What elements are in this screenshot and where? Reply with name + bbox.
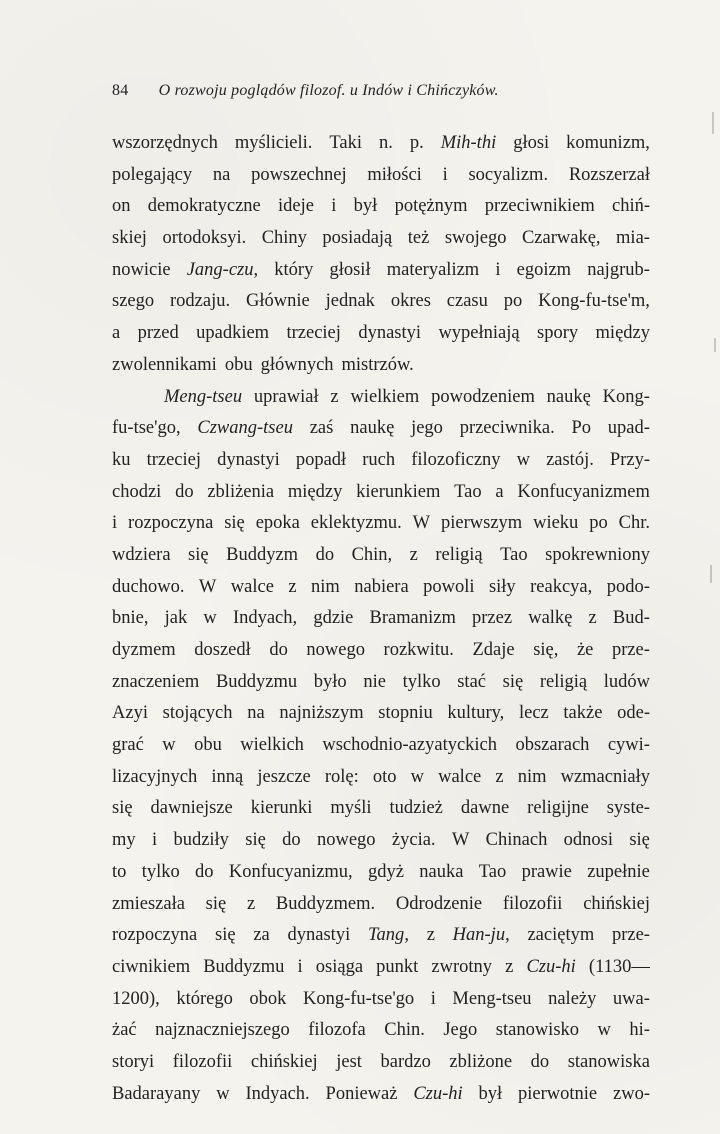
- word: naukę: [350, 418, 395, 439]
- word: w: [516, 449, 530, 470]
- text-line: [112, 286, 650, 318]
- word: Chinach: [485, 830, 548, 851]
- text-line: [112, 477, 650, 509]
- word: p.: [409, 133, 424, 153]
- word: gdyż: [367, 861, 404, 882]
- text-line: [112, 572, 650, 604]
- word: wschodnio-azyatyckich: [322, 735, 498, 756]
- word: jest: [336, 1051, 362, 1072]
- text-line: [112, 128, 650, 160]
- word: to: [112, 861, 127, 882]
- word: pierwotnie: [518, 1083, 598, 1104]
- word: ortodoksyi.: [162, 228, 247, 249]
- word: Czarwakę,: [521, 228, 601, 249]
- word: na: [247, 703, 265, 724]
- word: tudzież: [389, 798, 443, 819]
- text-line: [112, 223, 650, 255]
- word: nauka: [419, 861, 464, 882]
- word: się: [224, 513, 245, 534]
- word: i: [297, 956, 303, 977]
- word: i: [112, 513, 118, 534]
- text-line: [112, 1079, 650, 1111]
- word: Odrodzenie: [395, 893, 483, 914]
- word: a: [495, 481, 504, 502]
- word: reakcya,: [530, 576, 593, 597]
- word: prawie: [521, 861, 572, 882]
- word: dynastyi: [287, 925, 351, 946]
- word: lizacyjnych: [112, 766, 198, 787]
- word: Tao: [454, 481, 482, 502]
- word: chińskiej: [583, 893, 650, 914]
- word: filozoficzny: [411, 449, 501, 470]
- word: Rozszerzał: [568, 164, 650, 185]
- page-edge-mark: [710, 565, 712, 583]
- running-title: O rozwoju poglądów filozof. u Indów i Chińczyków.: [158, 82, 499, 99]
- word: Taki: [329, 133, 363, 153]
- word: się: [215, 925, 236, 946]
- word: było: [313, 671, 347, 692]
- word: chodzi: [112, 481, 162, 502]
- word: zupełnie: [587, 861, 650, 882]
- word: najznaczniejszego: [155, 1020, 290, 1041]
- word: ruch: [362, 449, 396, 470]
- word: eklektyzmu.: [310, 513, 402, 534]
- word: ideje: [278, 196, 314, 217]
- text-line: [112, 603, 650, 635]
- word: Głównie: [246, 291, 310, 312]
- word: którego: [176, 988, 233, 1009]
- text-line: [112, 1047, 650, 1079]
- word: Jego: [443, 1020, 478, 1041]
- word: się: [188, 544, 209, 565]
- word: Kong-fu-tse'go: [302, 988, 415, 1009]
- word: W: [198, 576, 217, 597]
- text-line: [112, 255, 650, 287]
- word: posiadają: [322, 228, 393, 249]
- word: przed: [137, 323, 179, 344]
- word: chiń-: [611, 196, 650, 217]
- text-line: [112, 889, 650, 921]
- word: żać: [112, 1020, 137, 1041]
- word: wdziera: [112, 544, 171, 565]
- word: do: [282, 830, 301, 851]
- word: w: [216, 1083, 230, 1104]
- word: z: [588, 608, 597, 629]
- word: obok: [249, 988, 287, 1009]
- word: się: [502, 671, 524, 692]
- word: pierwszym: [441, 513, 523, 534]
- text-line: [112, 698, 650, 730]
- word: głosi: [513, 133, 550, 153]
- word: cywi-: [607, 735, 650, 756]
- page-edge-mark: [714, 338, 716, 352]
- page-number: 84: [112, 82, 129, 99]
- word: obu: [224, 354, 253, 375]
- word: nowego: [316, 830, 376, 851]
- text-line: [112, 920, 650, 952]
- word: Chin.: [384, 1020, 425, 1041]
- word: lecz: [518, 703, 549, 724]
- word: obszarach: [515, 735, 590, 756]
- word: między: [595, 323, 650, 344]
- word: stopniu: [378, 703, 433, 724]
- text-line: [112, 825, 650, 857]
- word: bardzo: [380, 1051, 431, 1072]
- text-line: [112, 793, 650, 825]
- word: z: [495, 766, 504, 787]
- text-line: [112, 318, 650, 350]
- word: powszechnej: [251, 164, 347, 185]
- word: zwolennikami: [112, 354, 217, 375]
- text-line: [112, 350, 650, 382]
- word: się: [205, 893, 227, 914]
- word: religią: [435, 544, 483, 565]
- text-line: [112, 635, 650, 667]
- word: Czu-hi: [413, 1083, 463, 1104]
- word: religijne: [527, 798, 589, 819]
- word: z: [246, 893, 256, 914]
- text-line: [112, 1015, 650, 1047]
- word: między: [287, 481, 343, 502]
- word: myśli: [330, 798, 372, 819]
- word: filozofa: [308, 1020, 366, 1041]
- word: głównych: [260, 354, 334, 375]
- word: należy: [548, 988, 597, 1009]
- word: do: [530, 1051, 550, 1072]
- word: Czu-hi: [526, 956, 576, 977]
- word: kierunkiem: [356, 481, 441, 502]
- text-line: [112, 730, 650, 762]
- word: też: [407, 228, 430, 249]
- word: do: [175, 481, 194, 502]
- word: materyalizm: [386, 259, 480, 280]
- word: zbliżenia: [207, 481, 275, 502]
- word: był: [353, 196, 378, 217]
- word: osiąga: [315, 956, 364, 977]
- text-line: [112, 160, 650, 192]
- word: filozofii: [502, 893, 563, 914]
- word: obu: [194, 735, 222, 756]
- word: Buddyzmem.: [275, 893, 376, 914]
- word: zmieszała: [112, 893, 185, 914]
- word: Mih-thi: [440, 133, 497, 153]
- word: dawniejsze: [150, 798, 233, 819]
- text-line: [112, 857, 650, 889]
- text-line: [112, 984, 650, 1016]
- word: nim: [517, 766, 547, 787]
- word: nowego: [306, 640, 365, 660]
- word: wielkiem: [350, 386, 420, 407]
- word: walce: [230, 576, 274, 597]
- word: także: [563, 703, 603, 724]
- word: skiej: [112, 228, 147, 249]
- word: zastój.: [546, 449, 594, 470]
- word: dyzmem: [112, 640, 176, 660]
- word: zwo-: [613, 1083, 650, 1104]
- word: z: [409, 544, 418, 565]
- word: Tao: [500, 544, 528, 565]
- word: bnie,: [112, 608, 149, 629]
- word: w: [597, 1020, 611, 1041]
- word: trzeciej: [286, 323, 341, 344]
- word: nie: [363, 671, 386, 692]
- word: jednak: [325, 291, 375, 312]
- word: tylko: [402, 671, 441, 692]
- word: Ponieważ: [325, 1083, 398, 1104]
- word: chińskiej: [250, 1051, 318, 1072]
- word: spory: [537, 323, 579, 344]
- text-line: [112, 667, 650, 699]
- word: głosił: [329, 259, 371, 280]
- word: uprawiał: [253, 386, 319, 407]
- word: nowicie: [112, 259, 171, 280]
- word: dynastyi: [358, 323, 422, 344]
- word: odnosi: [563, 830, 613, 851]
- word: n.: [379, 133, 393, 153]
- word: demokratyczne: [147, 196, 261, 217]
- word: się: [112, 798, 133, 819]
- word: jak: [164, 608, 188, 629]
- word: czasu: [446, 291, 488, 312]
- word: W: [412, 513, 431, 534]
- word: i: [331, 196, 337, 217]
- word: Meng-tseu: [452, 988, 532, 1009]
- word: wzmacniały: [560, 766, 650, 787]
- word: się: [245, 830, 266, 851]
- word: prze-: [611, 640, 650, 660]
- word: syste-: [606, 798, 650, 819]
- word: Badarayany: [112, 1083, 201, 1104]
- word: mistrzów.: [341, 354, 414, 375]
- word: wypełniają: [438, 323, 520, 344]
- word: podo-: [606, 576, 650, 597]
- word: wielkich: [240, 735, 304, 756]
- word: komunizm,: [566, 133, 650, 153]
- text-line: [112, 508, 650, 540]
- word: duchowo.: [112, 576, 185, 597]
- word: zaś: [309, 418, 334, 439]
- word: swojego: [444, 228, 507, 249]
- word: socyalizm.: [468, 164, 549, 185]
- word: przeciwnika.: [459, 418, 555, 439]
- word: z: [330, 386, 339, 407]
- word: jego: [411, 418, 443, 439]
- word: upadkiem: [196, 323, 270, 344]
- word: ludów: [603, 671, 650, 692]
- word: Bud-: [612, 608, 650, 629]
- word: życia.: [391, 830, 436, 851]
- word: walce: [438, 766, 482, 787]
- word: zbliżone: [449, 1051, 513, 1072]
- word: przez: [472, 608, 513, 629]
- page-edge-mark: [712, 112, 714, 134]
- text-line: [112, 952, 650, 984]
- word: 1200),: [112, 988, 160, 1009]
- word: naukę: [546, 386, 591, 407]
- word: potężnym: [394, 196, 468, 217]
- word: szego: [112, 291, 155, 312]
- word: (1130—: [588, 956, 650, 977]
- word: dynastyi: [217, 449, 280, 470]
- word: Kong-fu-tse'm,: [538, 291, 650, 312]
- word: kultury,: [447, 703, 505, 724]
- word: i: [495, 259, 501, 280]
- word: siły: [488, 576, 516, 597]
- word: fu-tse'go,: [112, 418, 181, 439]
- word: a: [112, 323, 121, 344]
- word: Bramanizm: [369, 608, 456, 629]
- text-line: [112, 382, 650, 414]
- word: Zdaje: [472, 640, 515, 660]
- word: rozkwitu.: [383, 640, 454, 660]
- word: nabiera: [354, 576, 409, 597]
- word: rolę:: [324, 766, 359, 787]
- word: do: [315, 544, 335, 565]
- word: Meng-tseu: [164, 386, 243, 407]
- word: okres: [390, 291, 431, 312]
- word: za: [253, 925, 270, 946]
- word: jeszcze: [257, 766, 311, 787]
- word: ode-: [617, 703, 650, 724]
- word: powoli: [423, 576, 475, 597]
- word: Chiny: [261, 228, 307, 249]
- word: się,: [533, 640, 559, 660]
- word: spokrewniony: [545, 544, 650, 565]
- word: upad-: [607, 418, 650, 439]
- word: inną: [211, 766, 244, 787]
- word: filozofii: [172, 1051, 233, 1072]
- word: Buddyzmu: [203, 956, 285, 977]
- word: stojących: [162, 703, 233, 724]
- word: z: [505, 956, 514, 977]
- word: tylko: [141, 861, 180, 882]
- word: po: [503, 291, 523, 312]
- word: Chin,: [351, 544, 393, 565]
- word: polegający: [112, 164, 193, 185]
- word: budziły: [173, 830, 229, 851]
- word: Konfucyanizmu,: [228, 861, 353, 882]
- word: ku: [112, 449, 131, 470]
- word: był: [478, 1083, 503, 1104]
- word: Tao: [478, 861, 507, 882]
- word: uwa-: [612, 988, 650, 1009]
- word: i: [430, 988, 436, 1009]
- word: Han-ju,: [452, 925, 510, 946]
- word: który: [274, 259, 314, 280]
- word: po: [589, 513, 608, 534]
- word: stanowiska: [567, 1051, 650, 1072]
- word: stanowisko: [495, 1020, 580, 1041]
- word: najniższym: [279, 703, 364, 724]
- text-line: [112, 445, 650, 477]
- word: W: [451, 830, 470, 851]
- word: Azyi: [112, 703, 148, 724]
- word: popadł: [295, 449, 347, 470]
- text-line: [112, 413, 650, 445]
- word: trzeciej: [146, 449, 201, 470]
- word: storyi: [112, 1051, 155, 1072]
- word: Chr.: [618, 513, 650, 534]
- word: Przy-: [609, 449, 650, 470]
- word: najgrub-: [587, 259, 650, 280]
- word: do: [269, 640, 288, 660]
- word: egoizm: [516, 259, 572, 280]
- word: epoka: [255, 513, 300, 534]
- word: miłości: [367, 164, 422, 185]
- word: i: [151, 830, 158, 851]
- word: Po: [571, 418, 592, 439]
- word: prze-: [611, 925, 650, 946]
- word: w: [410, 766, 424, 787]
- word: Czwang-tseu: [197, 418, 293, 439]
- word: walkę: [528, 608, 573, 629]
- word: i: [442, 164, 448, 185]
- word: grać: [112, 735, 144, 756]
- word: zwrotny: [431, 956, 493, 977]
- text-line: [112, 540, 650, 572]
- word: rodzaju.: [170, 291, 231, 312]
- word: z: [426, 925, 435, 946]
- word: kierunki: [250, 798, 313, 819]
- word: z: [288, 576, 297, 597]
- word: Kong-: [602, 386, 650, 407]
- text-line: [112, 191, 650, 223]
- body-text: [112, 128, 650, 1110]
- word: punkt: [376, 956, 419, 977]
- word: ciwnikiem: [112, 956, 191, 977]
- word: myślicieli.: [234, 133, 313, 153]
- word: dawne: [460, 798, 510, 819]
- word: Buddyzmu: [215, 671, 298, 692]
- word: stać: [457, 671, 486, 692]
- word: Buddyzm: [226, 544, 299, 565]
- word: mia-: [616, 228, 650, 249]
- word: zaciętym: [527, 925, 595, 946]
- word: religią: [539, 671, 588, 692]
- word: do: [195, 861, 214, 882]
- word: Jang-czu,: [186, 259, 259, 280]
- word: przeciwnikiem: [484, 196, 595, 217]
- word: w: [162, 735, 176, 756]
- word: Indyach.: [245, 1083, 310, 1104]
- word: Indyach,: [232, 608, 298, 629]
- word: wieku: [533, 513, 579, 534]
- word: rozpoczyna: [128, 513, 214, 534]
- word: my: [112, 830, 136, 851]
- word: na: [212, 164, 231, 185]
- word: on: [112, 196, 131, 217]
- word: doszedł: [194, 640, 251, 660]
- word: Konfucyanizmem: [517, 481, 650, 502]
- word: wszorzędnych: [112, 133, 218, 153]
- word: nim: [311, 576, 340, 597]
- page-header: [112, 82, 612, 108]
- word: w: [203, 608, 217, 629]
- word: znaczeniem: [112, 671, 200, 692]
- word: gdzie: [313, 608, 354, 629]
- word: rozpoczyna: [112, 925, 198, 946]
- word: oto: [372, 766, 397, 787]
- word: Tang,: [367, 925, 409, 946]
- text-line: [112, 762, 650, 794]
- word: hi-: [629, 1020, 650, 1041]
- word: powodzeniem: [431, 386, 535, 407]
- word: się: [629, 830, 650, 851]
- word: że: [576, 640, 594, 660]
